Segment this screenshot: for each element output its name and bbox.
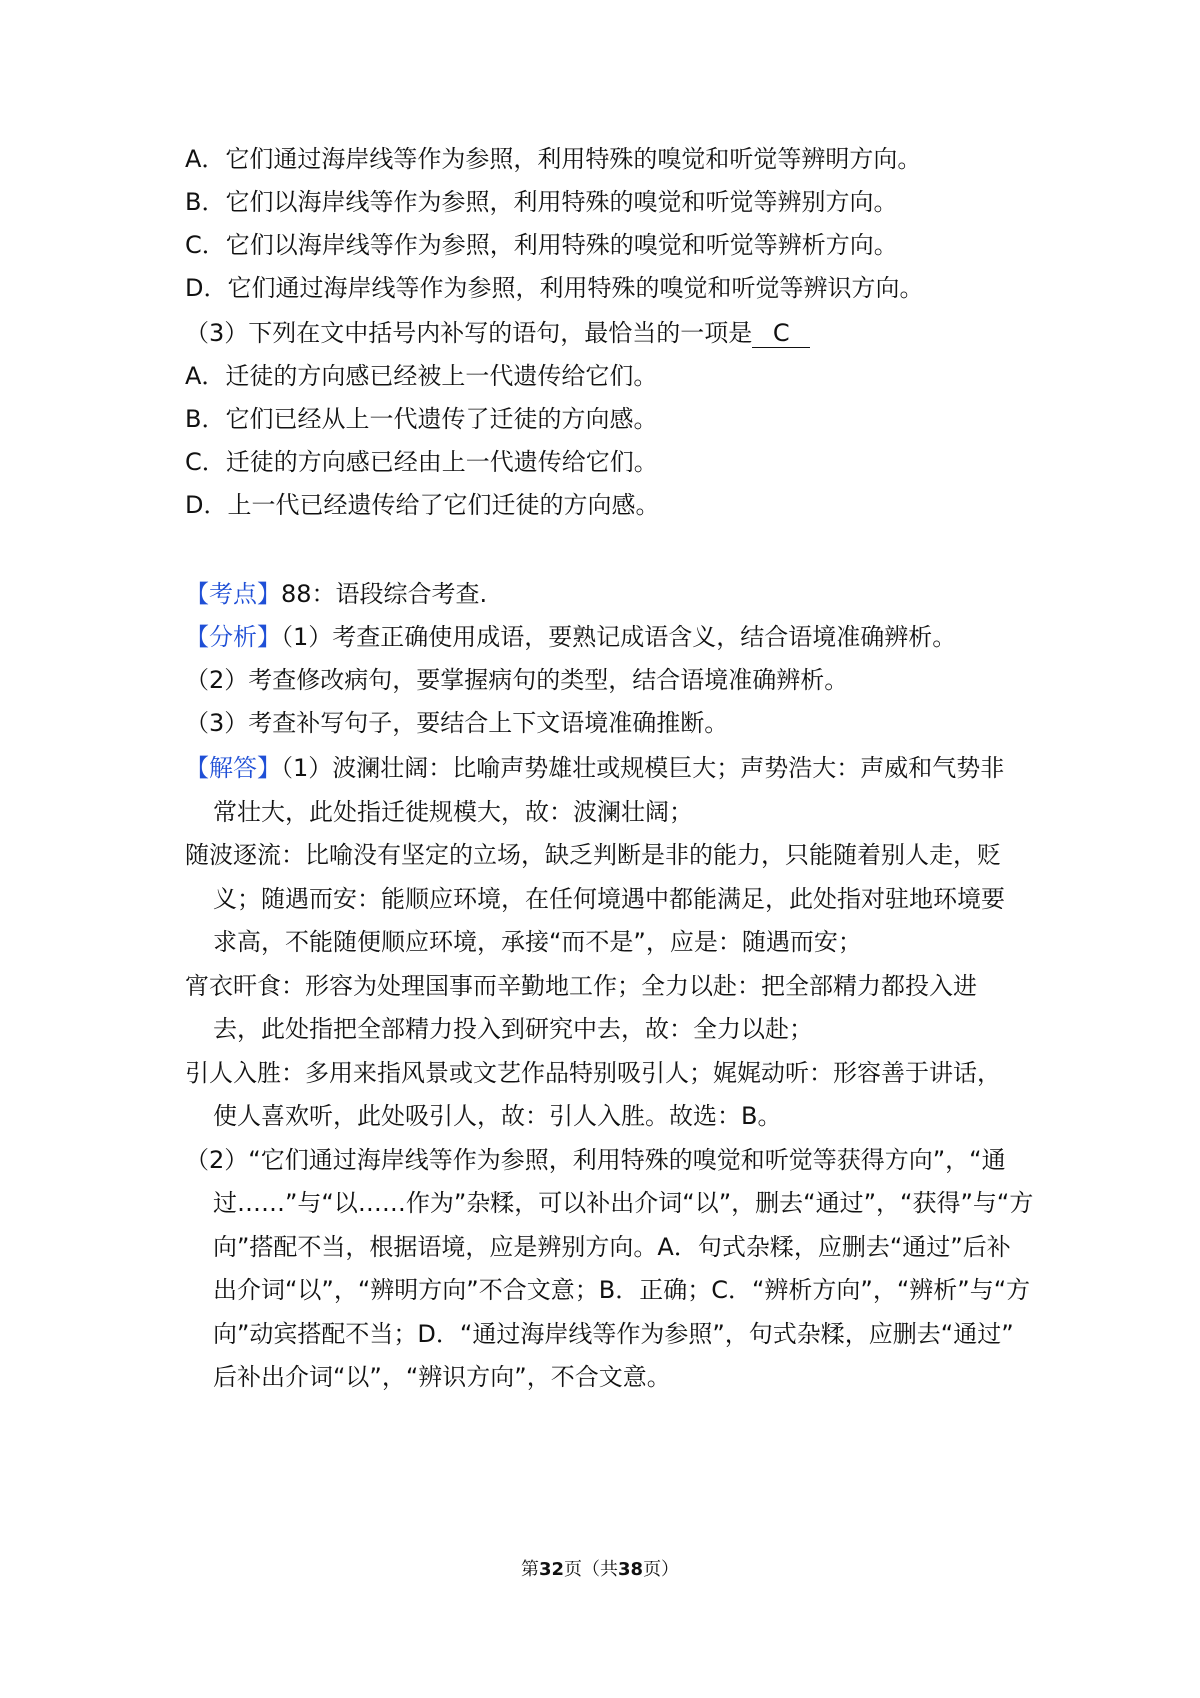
- kaodian-tag: 【考点】: [185, 580, 281, 608]
- fenxi-line: [185, 620, 1035, 654]
- jieda-line: 义；随遇而安：能顺应环境，在任何境遇中都能满足，此处指对驻地环境要: [213, 885, 1005, 913]
- jieda-line: 过……”与“以……作为”杂糅，可以补出介词“以”，删去“通过”，“获得”与“方: [213, 1189, 1034, 1217]
- page-footer: [0, 1558, 1200, 1582]
- jieda-text: （1）波澜壮阔：比喻声势雄壮或规模巨大；声势浩大：声威和气势非: [281, 754, 1005, 782]
- fenxi-tag: 【分析】: [185, 623, 281, 651]
- question-3: [185, 316, 1035, 350]
- option-c: C．它们以海岸线等作为参照，利用特殊的嗅觉和听觉等辨析方向。: [185, 231, 898, 259]
- footer-page-number: 32: [538, 1559, 564, 1580]
- kaodian-text: 88：语段综合考查.: [281, 580, 488, 608]
- jieda-line: 使人喜欢听，此处吸引人，故：引人入胜。故选：B。: [213, 1102, 782, 1130]
- question-3-answer: C: [752, 319, 810, 348]
- fenxi-text: （1）考查正确使用成语，要熟记成语含义，结合语境准确辨析。: [281, 623, 957, 651]
- jieda-line: 后补出介词“以”，“辨识方向”，不合文意。: [213, 1363, 671, 1391]
- footer-prefix: 第: [520, 1559, 539, 1580]
- jieda-line: 向”搭配不当，根据语境，应是辨别方向。A．句式杂糅，应删去“通过”后补: [213, 1233, 1011, 1261]
- option-b: B．它们以海岸线等作为参照，利用特殊的嗅觉和听觉等辨别方向。: [185, 188, 898, 216]
- option-d: D．它们通过海岸线等作为参照，利用特殊的嗅觉和听觉等辨识方向。: [185, 274, 924, 302]
- jieda-line: （2）“它们通过海岸线等作为参照，利用特殊的嗅觉和听觉等获得方向”，“通: [185, 1146, 1006, 1174]
- jieda-line: 随波逐流：比喻没有坚定的立场，缺乏判断是非的能力，只能随着别人走，贬: [185, 841, 1001, 869]
- kaodian-line: [185, 577, 1035, 611]
- jieda-line: [185, 751, 1035, 785]
- footer-total-pages: 38: [618, 1559, 644, 1580]
- footer-suffix: 页）: [643, 1559, 680, 1580]
- jieda-line: 求高，不能随便顺应环境，承接“而不是”，应是：随遇而安；: [213, 928, 862, 956]
- option-a: A．它们通过海岸线等作为参照，利用特殊的嗅觉和听觉等辨明方向。: [185, 145, 922, 173]
- jieda-line: 引人入胜：多用来指风景或文艺作品特别吸引人；娓娓动听：形容善于讲话，: [185, 1059, 1001, 1087]
- footer-middle: 页（共: [564, 1559, 618, 1580]
- fenxi-line: （3）考查补写句子，要结合上下文语境准确推断。: [185, 709, 729, 737]
- fenxi-line: （2）考查修改病句，要掌握病句的类型，结合语境准确辨析。: [185, 666, 849, 694]
- jieda-line: 常壮大，此处指迁徙规模大，故：波澜壮阔；: [213, 798, 693, 826]
- jieda-line: 向”动宾搭配不当；D．“通过海岸线等作为参照”，句式杂糅，应删去“通过”: [213, 1320, 1014, 1348]
- jieda-line: 宵衣旰食：形容为处理国事而辛勤地工作；全力以赴：把全部精力都投入进: [185, 972, 977, 1000]
- option-d: D．上一代已经遗传给了它们迁徒的方向感。: [185, 491, 660, 519]
- question-3-text: （3）下列在文中括号内补写的语句，最恰当的一项是: [185, 319, 753, 347]
- jieda-line: 去，此处指把全部精力投入到研究中去，故：全力以赴；: [213, 1015, 813, 1043]
- jieda-line: 出介词“以”，“辨明方向”不合文意；B．正确；C．“辨析方向”，“辨析”与“方: [213, 1276, 1031, 1304]
- option-b: B．它们已经从上一代遗传了迁徒的方向感。: [185, 405, 658, 433]
- jieda-tag: 【解答】: [185, 754, 281, 782]
- option-a: A．迁徒的方向感已经被上一代遗传给它们。: [185, 362, 658, 390]
- option-c: C．迁徒的方向感已经由上一代遗传给它们。: [185, 448, 658, 476]
